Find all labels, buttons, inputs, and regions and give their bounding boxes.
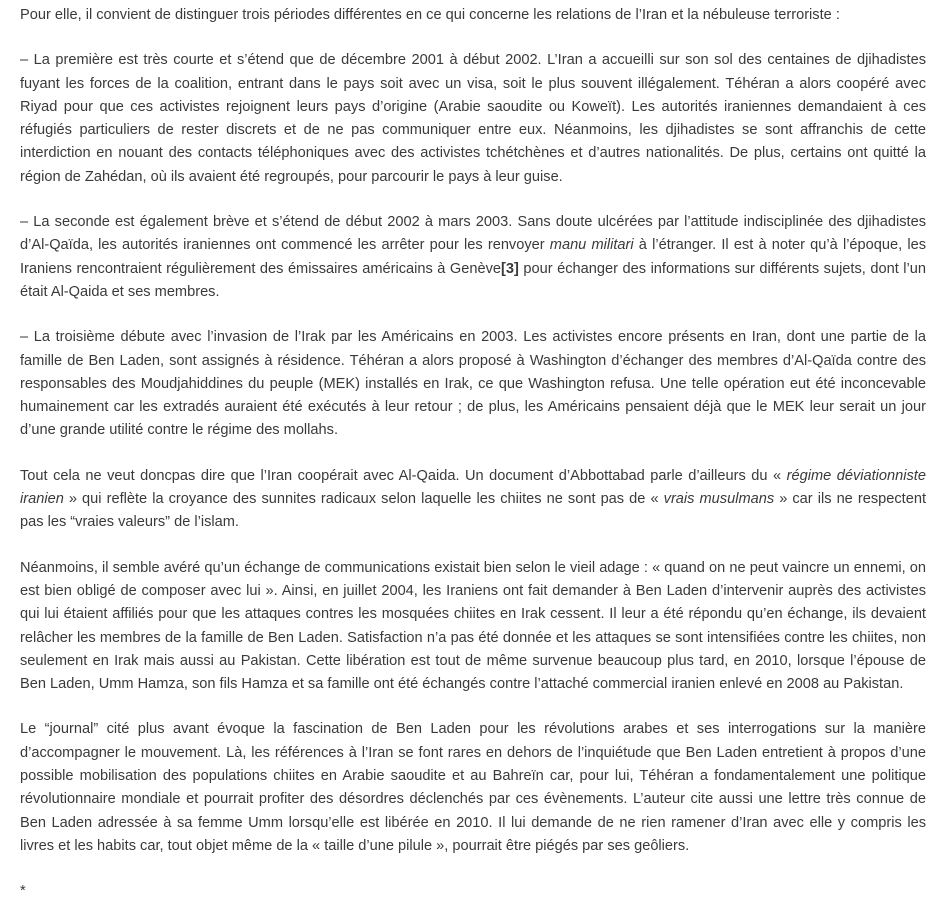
text-segment: – La seconde est également brève et s’étend de début 2002 à mars 2003. Sans doute ulcérées par l’attitude indisciplinée des djihadistes d’Al-Qaïda, les autorités iraniennes ont commencé les arrêter pour les renvoyer (20, 214, 926, 254)
text-segment: Tout cela ne veut doncpas dire que l’Iran coopérait avec Al-Qaida. Un document d’Abbottabad parle d’ailleurs du « (20, 467, 787, 484)
paragraph-journal: Le “journal” cité plus avant évoque la fascination de Ben Laden pour les révolutions arabes et ses interrogations sur la manière d’accompagner le mouvement. Là, les références à l’Iran se font rares en dehors de l’inquiétude que Ben Laden entretient à propos d’une possible mobilisation des populations chiites en Arabie saoudite et au Bahreïn car, pour lui, Téhéran a fondamentalement une politique révolutionnaire mondiale et pourrait profiter des désordres déclenchés par ces évènements. L’auteur cite aussi une lettre très connue de Ben Laden adressée à sa femme Umm lorsqu’elle est libérée en 2010. Il lui demande de ne rien ramener d’Iran avec elle y compris les livres et les habits car, tout objet même de la « taille d’une pilule », pourrait être piégés par ses geôliers. (20, 721, 926, 854)
text-segment: à l’étranger. Il est à noter qu’à l’époque, les Iraniens rencontraient régulièrement des émissaires américains à Genève (20, 237, 927, 277)
article-body (20, 4, 926, 904)
text-segment: pour échanger des informations sur différents sujets, dont l’un était Al-Qaida et ses membres. (20, 260, 926, 300)
paragraph-cooperation (20, 465, 926, 535)
section-separator: * (20, 883, 26, 900)
emphasis-text: vrais musulmans (663, 491, 775, 508)
paragraph-first-period: – La première est très courte et s’étend que de décembre 2001 à début 2002. L’Iran a accueilli sur son sol des centaines de djihadistes fuyant les forces de la coalition, entrant dans le pays soit avec un visa, soit le plus souvent illégalement. Téhéran a alors coopéré avec Riyad pour que ces activistes rejoignent leurs pays d’origine (Arabie saoudite ou Koweït). Les autorités iraniennes demandaient à ces réfugiés particuliers de rester discrets et de ne pas communiquer entre eux. Néanmoins, les djihadistes se sont affranchis de cette interdiction en nouant des contacts téléphoniques avec des activistes tchétchènes et d’autres nationalités. De plus, certains ont quitté la région de Zahédan, où ils avaient été regroupés, pour parcourir le pays à leur guise. (20, 52, 926, 185)
paragraph-second-period (20, 211, 926, 304)
footnote-link[interactable]: [3] (501, 260, 519, 277)
emphasis-text: manu militari (549, 237, 634, 254)
paragraph-third-period: – La troisième débute avec l’invasion de l’Irak par les Américains en 2003. Les activistes encore présents en Iran, dont une partie de la famille de Ben Laden, sont assignés à résidence. Téhéran a alors proposé à Washington d’échanger des membres d’Al-Qaïda contre des responsables des Moudjahiddines du peuple (MEK) installés en Irak, ce que Washington refusa. Une telle opération eut été inconcevable humainement car les extradés auraient été exécutés à leur retour ; de plus, les Américains pensaient déjà que le MEK leur serait un jour d’une grande utilité contre le régime des mollahs. (20, 329, 926, 439)
paragraph-communications: Néanmoins, il semble avéré qu’un échange de communications existait bien selon le vieil adage : « quand on ne peut vaincre un ennemi, on est bien obligé de composer avec lui ». Ainsi, en juillet 2004, les Iraniens ont fait demander à Ben Laden d’intervenir auprès des activistes qui lui étaient affiliés pour que les attaques contres les mosquées chiites en Irak cessent. Il leur a été répondu qu’en échange, ils devaient relâcher les membres de la famille de Ben Laden. Satisfaction n’a pas été donnée et les attaques se sont intensifiées contre les chiites, non seulement en Irak mais aussi au Pakistan. Cette libération est tout de même survenue beaucoup plus tard, en 2010, lorsque l’épouse de Ben Laden, Umm Hamza, son fils Hamza et sa famille ont été échangés contre l’attaché commercial iranien enlevé en 2008 au Pakistan. (20, 559, 926, 693)
emphasis-text: régime déviationniste iranien (20, 467, 926, 508)
intro-paragraph: Pour elle, il convient de distinguer trois périodes différentes en ce qui concerne les relations de l’Iran et la nébuleuse terroriste : (20, 7, 840, 23)
text-segment: » car ils ne respectent pas les “vraies valeurs” de l’islam. (20, 491, 927, 531)
text-segment: » qui reflète la croyance des sunnites radicaux selon laquelle les chiites ne sont pas de « (63, 491, 664, 508)
